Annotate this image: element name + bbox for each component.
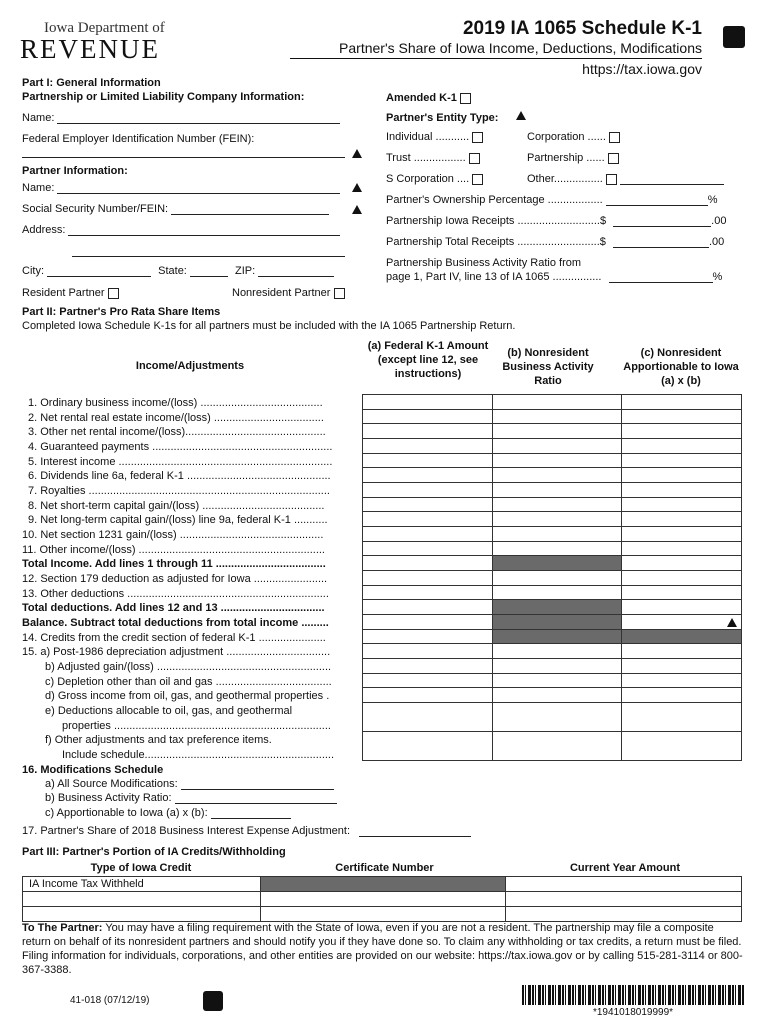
- credit-row-2-type[interactable]: [23, 892, 261, 907]
- line-3-label: 3. Other net rental income/(loss)..............................................: [28, 426, 326, 438]
- line-7-label: 7. Royalties ...............................................................................: [28, 485, 330, 497]
- other-checkbox[interactable]: [606, 174, 617, 185]
- total-deductions-label: Total deductions. Add lines 12 and 13 ..................................: [22, 602, 325, 614]
- line-15f-cont-label: Include schedule..............................................................: [62, 749, 335, 761]
- cell-4a[interactable]: [363, 439, 493, 454]
- form-subtitle: Partner's Share of Iowa Income, Deductions, Modifications: [339, 40, 702, 56]
- cell-1c[interactable]: [622, 395, 742, 410]
- total-income-label: Total Income. Add lines 1 through 11 ....................................: [22, 558, 326, 570]
- cell-8c[interactable]: [622, 498, 742, 512]
- mod-a-field[interactable]: [45, 778, 334, 790]
- address-line[interactable]: [68, 224, 340, 236]
- mod-c-label: c) Apportionable to Iowa (a) x (b):: [45, 807, 208, 819]
- barcode-image: [522, 985, 744, 1005]
- credits-table: [22, 876, 742, 922]
- col-amount-header: Current Year Amount: [569, 862, 681, 874]
- cell-2c[interactable]: [622, 410, 742, 424]
- amended-label: Amended K-1: [386, 92, 457, 104]
- agency-name-bottom: REVENUE: [20, 34, 160, 64]
- corporation-label: Corporation ......: [527, 131, 606, 143]
- line-2-label: 2. Net rental real estate income/(loss) ....................................: [28, 412, 324, 424]
- credit-row-1-label: IA Income Tax Withheld: [29, 878, 144, 890]
- cell-15b-b[interactable]: [492, 659, 622, 674]
- entity-type-label: Partner's Entity Type:: [386, 112, 499, 124]
- cell-6a[interactable]: [363, 468, 493, 483]
- line-10-label: 10. Net section 1231 gain/(loss) ...............................................: [22, 529, 324, 541]
- cell-9c[interactable]: [622, 512, 742, 527]
- cell-15c-a[interactable]: [363, 674, 493, 688]
- trust-checkbox[interactable]: [469, 153, 480, 164]
- cell-7a[interactable]: [363, 483, 493, 498]
- partner-heading: Partner Information:: [22, 165, 128, 177]
- line-13-label: 13. Other deductions ..................................................................: [22, 588, 329, 600]
- footer-marker: [203, 991, 223, 1011]
- cell-14c-shaded: [622, 630, 742, 644]
- resident-checkbox[interactable]: [108, 288, 119, 299]
- cell-10b[interactable]: [492, 527, 622, 542]
- partnership-name-line[interactable]: [57, 112, 340, 124]
- cell-15a-a[interactable]: [363, 644, 493, 659]
- cell-10c[interactable]: [622, 527, 742, 542]
- cell-11c[interactable]: [622, 542, 742, 556]
- address-field[interactable]: [22, 224, 340, 236]
- cell-15e-c[interactable]: [622, 703, 742, 732]
- city-line[interactable]: [47, 265, 151, 277]
- corporation-checkbox[interactable]: [609, 132, 620, 143]
- cell-5b[interactable]: [492, 454, 622, 468]
- cell-1a[interactable]: [363, 395, 493, 410]
- col-income-header: Income/Adjustments: [135, 360, 245, 372]
- cell-15f-a[interactable]: [363, 732, 493, 761]
- cell-15d-a[interactable]: [363, 688, 493, 703]
- line-15a-label: 15. a) Post-1986 depreciation adjustment ..................................: [22, 646, 331, 658]
- cell-15b-a[interactable]: [363, 659, 493, 674]
- mod-c-field[interactable]: [45, 807, 291, 819]
- entity-type-triangle-icon: [516, 111, 526, 120]
- total-receipts-cents: .00: [708, 236, 725, 248]
- individual-checkbox[interactable]: [472, 132, 483, 143]
- amended-checkbox[interactable]: [460, 93, 471, 104]
- part1-title: Part I: General Information: [22, 77, 161, 89]
- line-15e-label: e) Deductions allocable to oil, gas, and geothermal: [45, 705, 293, 717]
- cell-4c[interactable]: [622, 439, 742, 454]
- line-14-label: 14. Credits from the credit section of federal K-1 ......................: [22, 632, 326, 644]
- nonresident-label: Nonresident Partner: [232, 287, 331, 299]
- cell-6b[interactable]: [492, 468, 622, 483]
- line-5-label: 5. Interest income ......................................................................: [28, 456, 333, 468]
- resident-option[interactable]: [22, 287, 119, 299]
- cell-balance-a[interactable]: [363, 615, 493, 630]
- ownership-percent: %: [707, 194, 718, 206]
- agency-name-top: Iowa Department of: [44, 20, 165, 36]
- cell-15a-c[interactable]: [622, 644, 742, 659]
- ssn-line[interactable]: [171, 203, 329, 215]
- partnership-name-field[interactable]: [22, 112, 340, 124]
- credit-row-3-cert[interactable]: [260, 907, 506, 922]
- line-8-label: 8. Net short-term capital gain/(loss) ........................................: [28, 500, 325, 512]
- cell-15f-c[interactable]: [622, 732, 742, 761]
- cell-total-ded-a[interactable]: [363, 600, 493, 615]
- city-label: City:: [22, 265, 44, 277]
- ratio-field[interactable]: [386, 271, 722, 283]
- scorp-label: S Corporation ....: [386, 173, 470, 185]
- cell-9b[interactable]: [492, 512, 622, 527]
- cell-7c[interactable]: [622, 483, 742, 498]
- zip-label: ZIP:: [235, 265, 256, 277]
- balance-label: Balance. Subtract total deductions from total income .........: [22, 617, 329, 629]
- cell-balance-b-shaded: [492, 615, 622, 630]
- ownership-field[interactable]: [386, 194, 718, 206]
- cell-15e-b[interactable]: [492, 703, 622, 732]
- trust-label: Trust .................: [386, 152, 466, 164]
- cell-15c-b[interactable]: [492, 674, 622, 688]
- ratio-label-2: page 1, Part IV, line 13 of IA 1065 ................: [386, 271, 602, 283]
- barcode-text: *1941018019999*: [592, 1007, 674, 1018]
- ownership-line[interactable]: [606, 194, 708, 206]
- partnership-label: Partnership ......: [527, 152, 605, 164]
- scorp-checkbox[interactable]: [472, 174, 483, 185]
- iowa-receipts-cents: .00: [711, 215, 727, 227]
- iowa-receipts-line[interactable]: [613, 215, 711, 227]
- ssn-label: Social Security Number/FEIN:: [22, 203, 169, 215]
- partner-notice-text: You may have a filing requirement with the State of Iowa, even if you are not a resident. The partnership may file a composite return on behalf of its nonresident partners and should notify you if they have done so. To claim any withholding or tax credits, a return must be filed. Filing information for individuals, corporations, and other entities are provided on our website: https://tax.iowa.gov or by calling 515-281-3114 or 800-367-3388.: [22, 922, 743, 976]
- line-15e-cont-label: properties .......................................................................: [62, 720, 331, 732]
- line-17-line[interactable]: [359, 825, 471, 837]
- cell-13b[interactable]: [492, 586, 622, 600]
- partnership-name-label: Name:: [22, 112, 55, 124]
- line-17-label: 17. Partner's Share of 2018 Business Interest Expense Adjustment:: [22, 825, 351, 837]
- credit-row-1-amount[interactable]: [506, 877, 742, 892]
- total-receipts-field[interactable]: [386, 236, 724, 248]
- part3-title: Part III: Partner's Portion of IA Credits/Withholding: [22, 846, 286, 858]
- partner-name-triangle-icon: [352, 183, 362, 192]
- partnership-heading: Partnership or Limited Liability Company Information:: [22, 91, 305, 103]
- trust-option[interactable]: [386, 152, 480, 164]
- cell-15c-c[interactable]: [622, 674, 742, 688]
- resident-label: Resident Partner: [22, 287, 105, 299]
- scorp-option[interactable]: [386, 173, 483, 185]
- col-b-header: (b) Nonresident Business Activity Ratio: [502, 347, 594, 387]
- col-cert-header: Certificate Number: [335, 862, 434, 874]
- col-a-header: (a) Federal K-1 Amount (except line 12, see instructions): [367, 340, 489, 380]
- cell-15e-a[interactable]: [363, 703, 493, 732]
- fein-triangle-icon: [352, 149, 362, 158]
- website-url: https://tax.iowa.gov: [582, 61, 702, 77]
- ssn-field[interactable]: [22, 203, 329, 215]
- cell-15d-b[interactable]: [492, 688, 622, 703]
- cell-7b[interactable]: [492, 483, 622, 498]
- ratio-label-1: Partnership Business Activity Ratio from: [386, 257, 582, 269]
- part2-note: Completed Iowa Schedule K-1s for all partners must be included with the IA 1065 Partnership Return.: [22, 320, 516, 332]
- credit-row-3-type[interactable]: [23, 907, 261, 922]
- partner-notice-title: To The Partner:: [22, 922, 103, 934]
- income-table: [362, 394, 742, 761]
- mod-b-label: b) Business Activity Ratio:: [45, 792, 172, 804]
- partner-notice: [22, 921, 744, 977]
- partnership-checkbox[interactable]: [608, 153, 619, 164]
- ownership-label: Partner's Ownership Percentage ..................: [386, 194, 603, 206]
- other-label: Other................: [527, 173, 603, 185]
- cell-total-ded-b-shaded: [492, 600, 622, 615]
- mod-a-label: a) All Source Modifications:: [45, 778, 178, 790]
- credit-row-2-cert[interactable]: [260, 892, 506, 907]
- line-15b-label: b) Adjusted gain/(loss) .........................................................: [45, 661, 332, 673]
- cell-balance-c[interactable]: [622, 615, 742, 630]
- cell-14a[interactable]: [363, 630, 493, 644]
- cell-2a[interactable]: [363, 410, 493, 424]
- cell-11b[interactable]: [492, 542, 622, 556]
- fein-line[interactable]: [22, 146, 345, 158]
- cell-14b-shaded: [492, 630, 622, 644]
- ratio-line[interactable]: [609, 271, 713, 283]
- line-6-label: 6. Dividends line 6a, federal K-1 ...............................................: [28, 470, 331, 482]
- credit-row-1-cert-shaded: [260, 877, 506, 892]
- iowa-receipts-field[interactable]: [386, 215, 726, 227]
- line-9-label: 9. Net long-term capital gain/(loss) line 9a, federal K-1 ...........: [28, 514, 328, 526]
- line-15d-label: d) Gross income from oil, gas, and geothermal properties .: [45, 690, 330, 702]
- individual-label: Individual ...........: [386, 131, 470, 143]
- address-line-2[interactable]: [72, 245, 345, 257]
- cell-15f-b[interactable]: [492, 732, 622, 761]
- cell-15a-b[interactable]: [492, 644, 622, 659]
- cell-4b[interactable]: [492, 439, 622, 454]
- iowa-receipts-label: Partnership Iowa Receipts ...........................$: [386, 215, 607, 227]
- fein-label: Federal Employer Identification Number (FEIN):: [22, 133, 255, 145]
- cell-total-income-c[interactable]: [622, 556, 742, 571]
- cell-13c[interactable]: [622, 586, 742, 600]
- cell-total-ded-c[interactable]: [622, 600, 742, 615]
- partner-name-label: Name:: [22, 182, 55, 194]
- line-15f-label: f) Other adjustments and tax preference items.: [45, 734, 272, 746]
- col-c-header: (c) Nonresident Apportionable to Iowa (a) x (b): [623, 347, 739, 387]
- other-line[interactable]: [620, 173, 724, 185]
- part2-title: Part II: Partner's Pro Rata Share Items: [22, 306, 221, 318]
- cell-6c[interactable]: [622, 468, 742, 483]
- ratio-percent: %: [712, 271, 723, 283]
- cell-11a[interactable]: [363, 542, 493, 556]
- state-line[interactable]: [190, 265, 228, 277]
- line-1-label: 1. Ordinary business income/(loss) ........................................: [28, 397, 323, 409]
- ssn-triangle-icon: [352, 205, 362, 214]
- mod-c-line[interactable]: [211, 807, 291, 819]
- partnership-option[interactable]: [527, 152, 619, 164]
- credit-row-1-type: [23, 877, 261, 892]
- form-title: 2019 IA 1065 Schedule K-1: [462, 18, 702, 39]
- corner-marker: [723, 26, 745, 48]
- col-type-header: Type of Iowa Credit: [90, 862, 192, 874]
- other-option[interactable]: [527, 173, 724, 185]
- line-4-label: 4. Guaranteed payments ...........................................................: [28, 441, 333, 453]
- agency-logo: [20, 20, 190, 62]
- address-label: Address:: [22, 224, 66, 236]
- cell-13a[interactable]: [363, 586, 493, 600]
- line-11-label: 11. Other income/(loss) .............................................................: [22, 544, 325, 556]
- nonresident-checkbox[interactable]: [334, 288, 345, 299]
- cell-total-income-a[interactable]: [363, 556, 493, 571]
- state-label: State:: [158, 265, 187, 277]
- partner-name-line[interactable]: [57, 182, 340, 194]
- cell-12a[interactable]: [363, 571, 493, 586]
- mod-b-line[interactable]: [175, 792, 337, 804]
- cell-total-income-b-shaded: [492, 556, 622, 571]
- credit-row-3-amount[interactable]: [506, 907, 742, 922]
- cell-5a[interactable]: [363, 454, 493, 468]
- city-state-zip-field[interactable]: [22, 265, 334, 277]
- balance-triangle-icon: [727, 618, 737, 627]
- cell-3c[interactable]: [622, 424, 742, 439]
- cell-3b[interactable]: [492, 424, 622, 439]
- cell-3a[interactable]: [363, 424, 493, 439]
- cell-1b[interactable]: [492, 395, 622, 410]
- cell-15b-c[interactable]: [622, 659, 742, 674]
- line-15c-label: c) Depletion other than oil and gas ......................................: [45, 676, 332, 688]
- mod-heading: 16. Modifications Schedule: [22, 764, 164, 776]
- partner-name-field[interactable]: [22, 182, 340, 194]
- cell-2b[interactable]: [492, 410, 622, 424]
- cell-12c[interactable]: [622, 571, 742, 586]
- individual-option[interactable]: [386, 131, 483, 143]
- nonresident-option[interactable]: [232, 287, 345, 299]
- cell-8b[interactable]: [492, 498, 622, 512]
- line-12-label: 12. Section 179 deduction as adjusted for Iowa ........................: [22, 573, 328, 585]
- total-receipts-line[interactable]: [613, 236, 709, 248]
- total-receipts-label: Partnership Total Receipts ...........................$: [386, 236, 606, 248]
- cell-15d-c[interactable]: [622, 688, 742, 703]
- credit-row-2-amount[interactable]: [506, 892, 742, 907]
- line-17-field[interactable]: [22, 825, 471, 837]
- cell-12b[interactable]: [492, 571, 622, 586]
- zip-line[interactable]: [258, 265, 334, 277]
- corporation-option[interactable]: [527, 131, 620, 143]
- cell-5c[interactable]: [622, 454, 742, 468]
- cell-8a[interactable]: [363, 498, 493, 512]
- mod-b-field[interactable]: [45, 792, 337, 804]
- amended-option[interactable]: [386, 92, 471, 104]
- mod-a-line[interactable]: [181, 778, 334, 790]
- form-number: 41-018 (07/12/19): [70, 995, 150, 1006]
- header-rule: [290, 58, 702, 59]
- cell-10a[interactable]: [363, 527, 493, 542]
- cell-9a[interactable]: [363, 512, 493, 527]
